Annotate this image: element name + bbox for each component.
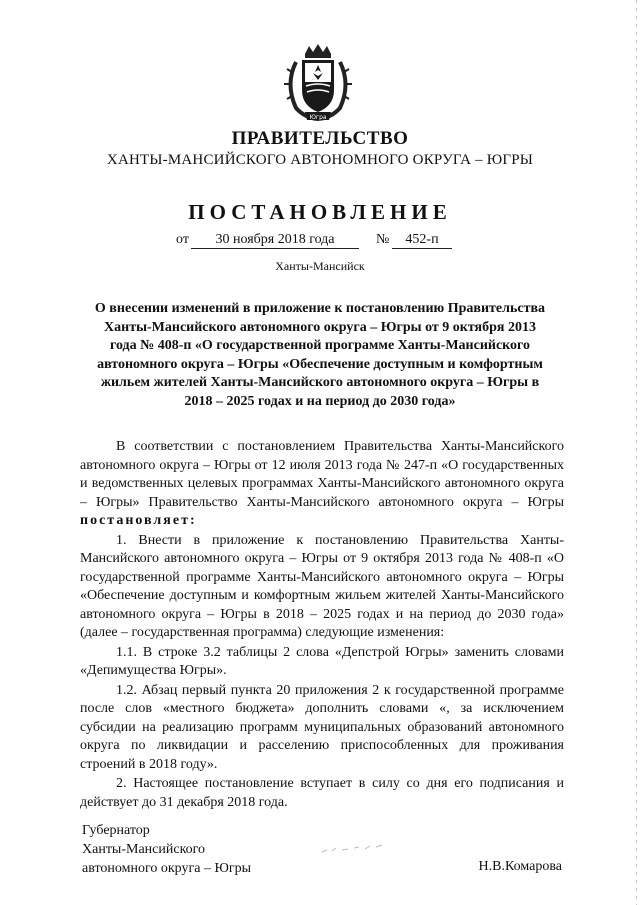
document-body (80, 438, 564, 812)
organization-subtitle: ХАНТЫ-МАНСИЙСКОГО АВТОНОМНОГО ОКРУГА – ЮГРЫ (106, 152, 534, 168)
paragraph-2: 2. Настоящее постановление вступает в силу со дня его подписания и действует до 31 декабря 2018 года. (80, 776, 564, 810)
signature-mark (318, 838, 388, 858)
intro-text: В соответствии с постановлением Правительства Ханты-Мансийского автономного округа – Югры от 12 июля 2013 года № 247-п «О государственных и ведомственных целевых программах Ханты-Мансийского автономного округа – Югры» Правительство Ханты-Мансийского автономного округа – Югры (80, 439, 564, 510)
crest-caption: Югра (309, 114, 327, 121)
signer-title-line1: Губернатор (82, 823, 150, 838)
scan-edge (635, 0, 638, 905)
coat-of-arms-icon (283, 42, 353, 124)
intro-paragraph (80, 438, 564, 531)
paragraph-1-2: 1.2. Абзац первый пункта 20 приложения 2 к государственной программе после слов «местного бюджета» дополнить словами «, за исключением субсидии на реализацию программ муниципальных образований автономного округа по ликвидации и расселению приспособленных для проживания строений в 2018 году». (80, 682, 564, 772)
date-prefix: от (176, 232, 189, 247)
resolves-word: постановляет: (80, 513, 197, 528)
document-type: ПОСТАНОВЛЕНИЕ (188, 200, 452, 224)
document-subject: О внесении изменений в приложение к постановлению Правительства Ханты-Мансийского автономного округа – Югры от 9 октября 2013 года № 408-п «О государственной программе Ханты-Мансийского автономного округа – Югры «Обеспечение доступным и комфортным жильем жителей Ханты-Мансийского автономного округа – Югры в 2018 – 2025 годах и на период до 2030 года» (94, 301, 546, 409)
signer-name: Н.В.Комарова (478, 859, 562, 874)
city-name: Ханты-Мансийск (275, 259, 365, 273)
paragraph-1-1: 1.1. В строке 3.2 таблицы 2 слова «Депстрой Югры» заменить словами «Депимущества Югры». (80, 644, 564, 678)
document-number: 452-п (392, 232, 452, 249)
signer-title-line3: автономного округа – Югры (82, 861, 251, 876)
number-prefix: № (376, 232, 390, 247)
signer-title-line2: Ханты-Мансийского (82, 842, 206, 857)
document-date: 30 ноября 2018 года (191, 232, 359, 249)
organization-title: ПРАВИТЕЛЬСТВО (231, 128, 409, 149)
signature-block (82, 821, 251, 878)
paragraph-1: 1. Внести в приложение к постановлению Правительства Ханты-Мансийского автономного округа – Югры от 9 октября 2013 года № 408-п «О государственной программе Ханты-Мансийского автономного округа – Югры «Обеспечение доступным и комфортным жильем жителей Ханты-Мансийского автономного округа – Югры в 2018 – 2025 годах и на период до 2030 года» (далее – государственная программа) следующие изменения: (80, 532, 564, 640)
date-number-line (0, 232, 640, 254)
